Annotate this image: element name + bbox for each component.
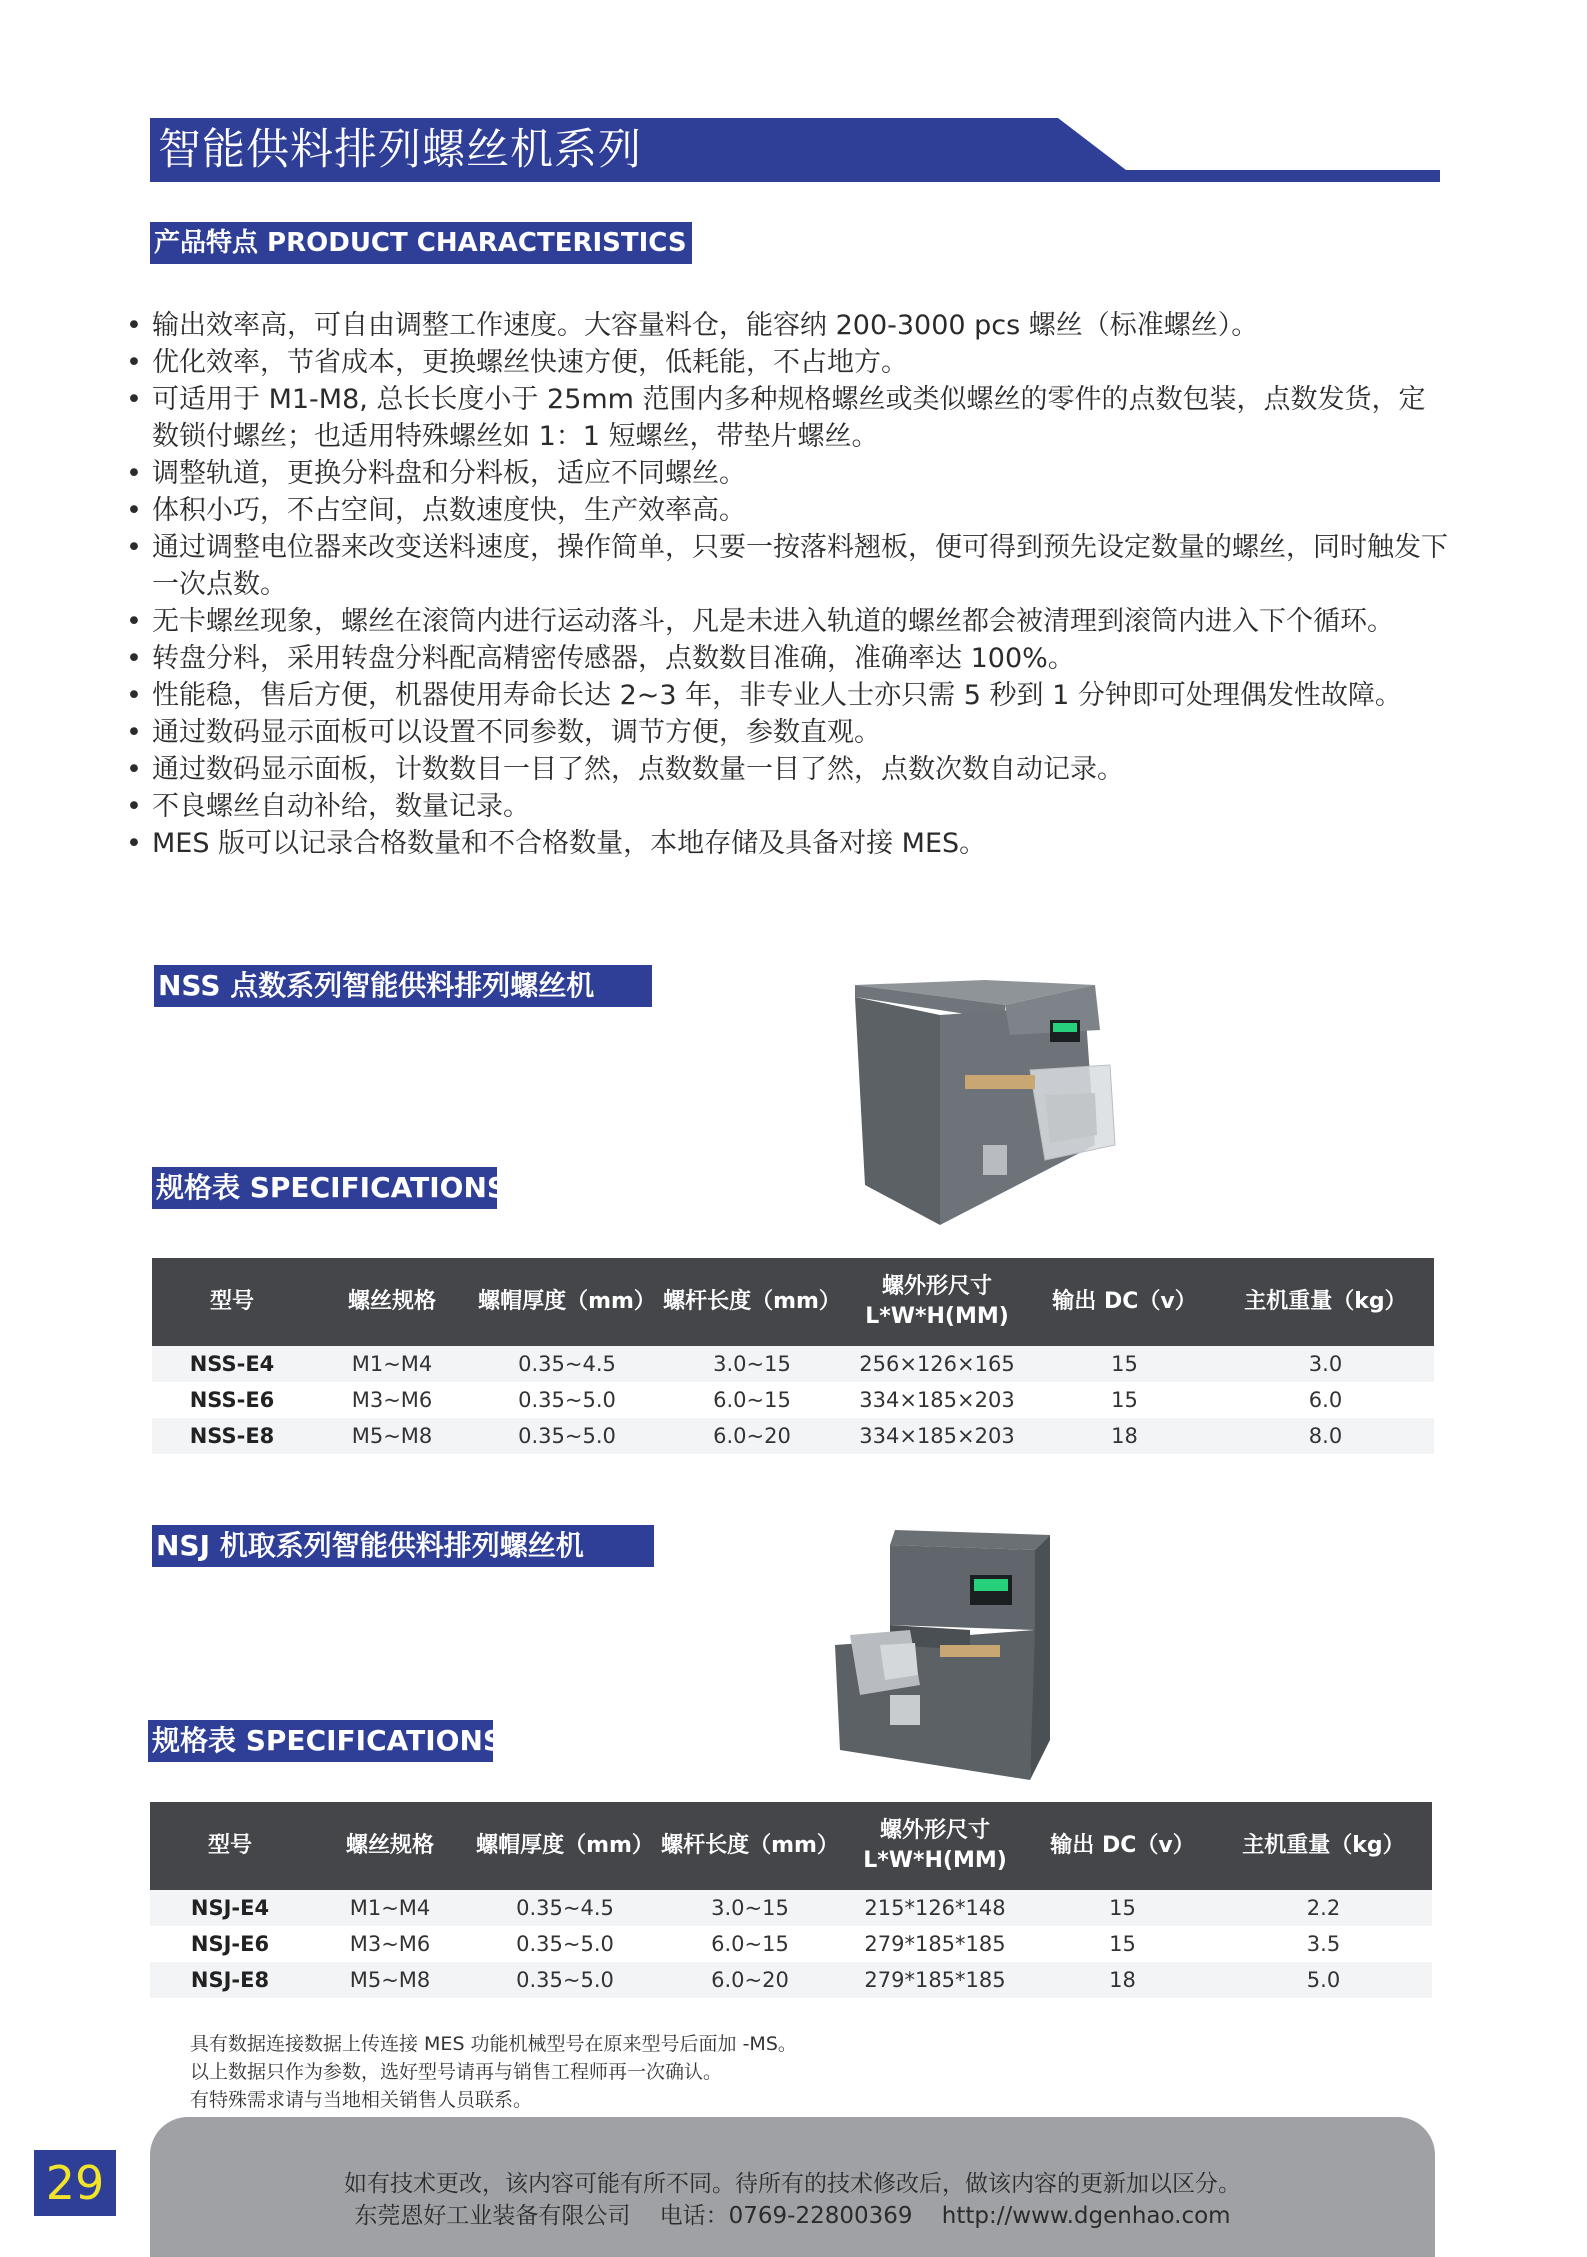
col-header-screw-spec: 螺丝规格 <box>345 1833 434 1858</box>
bullet-icon: • <box>126 532 142 563</box>
feature-item <box>122 381 1452 455</box>
bullet-icon: • <box>126 384 142 415</box>
cell-weight: 6.0 <box>1217 1382 1434 1418</box>
feature-text: 不良螺丝自动补给，数量记录。 <box>152 791 530 822</box>
cell-screw-spec: M5~M8 <box>312 1418 472 1454</box>
footer <box>150 2117 1435 2257</box>
feature-text: 性能稳，售后方便，机器使用寿命长达 2~3 年，非专业人士亦只需 5 秒到 1 分钟即可处理偶发性故障。 <box>152 680 1402 711</box>
table-row <box>150 1962 1432 1998</box>
cell-output: 18 <box>1032 1418 1217 1454</box>
cell-shank-length: 3.0~15 <box>662 1346 842 1382</box>
bullet-icon: • <box>126 458 142 489</box>
feature-text: 通过调整电位器来改变送料速度，操作简单，只要一按落料翘板，便可得到预先设定数量的螺丝，同时触发下一次点数。 <box>152 532 1448 600</box>
characteristics-heading: 产品特点 PRODUCT CHARACTERISTICS <box>150 222 692 264</box>
cell-model: NSS-E8 <box>152 1418 312 1454</box>
cell-shank-length: 6.0~15 <box>662 1382 842 1418</box>
features-list <box>122 307 1452 862</box>
cell-dimensions: 256×126×165 <box>842 1346 1032 1382</box>
table-header-row <box>150 1802 1432 1890</box>
note-line: 以上数据只作为参数，选好型号请再与销售工程师再一次确认。 <box>190 2061 723 2083</box>
nss-spec-heading: 规格表 SPECIFICATIONS <box>152 1167 497 1209</box>
cell-model: NSJ-E6 <box>150 1926 310 1962</box>
col-header-weight: 主机重量（kg） <box>1244 1289 1407 1314</box>
nss-machine-image <box>845 975 1175 1225</box>
col-header-output: 输出 DC（v） <box>1050 1833 1195 1858</box>
feature-text: 体积小巧，不占空间，点数速度快，生产效率高。 <box>152 495 746 526</box>
col-header-model: 型号 <box>209 1289 254 1314</box>
feature-item <box>122 751 1452 788</box>
table-header-row <box>152 1258 1434 1346</box>
cell-output: 15 <box>1030 1926 1215 1962</box>
feature-text: 输出效率高，可自由调整工作速度。大容量料仓，能容纳 200-3000 pcs 螺丝（标准螺丝）。 <box>152 310 1259 341</box>
nss-series-heading: NSS 点数系列智能供料排列螺丝机 <box>154 965 652 1007</box>
feature-item <box>122 344 1452 381</box>
cell-head-thickness: 0.35~5.0 <box>470 1962 660 1998</box>
cell-model: NSJ-E8 <box>150 1962 310 1998</box>
cell-output: 15 <box>1030 1890 1215 1926</box>
feature-text: 调整轨道，更换分料盘和分料板，适应不同螺丝。 <box>152 458 746 489</box>
col-header-head-thickness: 螺帽厚度（mm） <box>478 1289 656 1314</box>
page-title: 智能供料排列螺丝机系列 <box>158 125 642 175</box>
nsj-machine-image <box>830 1525 1080 1785</box>
cell-head-thickness: 0.35~4.5 <box>470 1890 660 1926</box>
bullet-icon: • <box>126 643 142 674</box>
footer-disclaimer: 如有技术更改，该内容可能有所不同。待所有的技术修改后，做该内容的更新加以区分。 <box>344 2171 1241 2197</box>
col-header-dimensions <box>840 1802 1030 1890</box>
cell-dimensions: 215*126*148 <box>840 1890 1030 1926</box>
feature-item <box>122 492 1452 529</box>
cell-shank-length: 3.0~15 <box>660 1890 840 1926</box>
note-line: 具有数据连接数据上传连接 MES 功能机械型号在原来型号后面加 -MS。 <box>190 2033 797 2055</box>
bullet-icon: • <box>126 791 142 822</box>
feature-item <box>122 640 1452 677</box>
table-row <box>150 1926 1432 1962</box>
footer-contact: 东莞恩好工业装备有限公司 电话：0769-22800369 http://www.dgenhao.com <box>354 2203 1231 2229</box>
bullet-icon: • <box>126 310 142 341</box>
table-row <box>152 1346 1434 1382</box>
table-row <box>150 1890 1432 1926</box>
cell-shank-length: 6.0~20 <box>660 1962 840 1998</box>
col-header-dimensions-line1: 螺外形尺寸 <box>879 1818 990 1843</box>
feature-text: 通过数码显示面板，计数数目一目了然，点数数量一目了然，点数次数自动记录。 <box>152 754 1124 785</box>
cell-screw-spec: M1~M4 <box>310 1890 470 1926</box>
feature-text: MES 版可以记录合格数量和不合格数量，本地存储及具备对接 MES。 <box>152 828 987 859</box>
col-header-dimensions-line2: L*W*H(MM) <box>863 1848 1007 1873</box>
nsj-spec-table <box>150 1802 1432 1998</box>
cell-output: 15 <box>1032 1346 1217 1382</box>
cell-head-thickness: 0.35~5.0 <box>472 1382 662 1418</box>
feature-text: 通过数码显示面板可以设置不同参数，调节方便，参数直观。 <box>152 717 881 748</box>
cell-weight: 5.0 <box>1215 1962 1432 1998</box>
feature-item <box>122 603 1452 640</box>
cell-weight: 2.2 <box>1215 1890 1432 1926</box>
cell-shank-length: 6.0~20 <box>662 1418 842 1454</box>
feature-item <box>122 788 1452 825</box>
col-header-model: 型号 <box>207 1833 252 1858</box>
feature-text: 转盘分料，采用转盘分料配高精密传感器，点数数目准确，准确率达 100%。 <box>152 643 1075 674</box>
col-header-shank-length: 螺杆长度（mm） <box>661 1833 839 1858</box>
feature-item <box>122 677 1452 714</box>
col-header-shank-length: 螺杆长度（mm） <box>663 1289 841 1314</box>
cell-dimensions: 279*185*185 <box>840 1926 1030 1962</box>
feature-item <box>122 714 1452 751</box>
feature-text: 优化效率，节省成本，更换螺丝快速方便，低耗能，不占地方。 <box>152 347 908 378</box>
nss-spec-table <box>152 1258 1434 1454</box>
nsj-series-heading: NSJ 机取系列智能供料排列螺丝机 <box>152 1525 654 1567</box>
cell-screw-spec: M3~M6 <box>310 1926 470 1962</box>
col-header-dimensions-line1: 螺外形尺寸 <box>881 1274 992 1299</box>
col-header-head-thickness: 螺帽厚度（mm） <box>476 1833 654 1858</box>
cell-dimensions: 279*185*185 <box>840 1962 1030 1998</box>
cell-head-thickness: 0.35~4.5 <box>472 1346 662 1382</box>
notes-block <box>190 2030 797 2114</box>
cell-head-thickness: 0.35~5.0 <box>472 1418 662 1454</box>
feature-item <box>122 307 1452 344</box>
nsj-spec-heading: 规格表 SPECIFICATIONS <box>148 1720 493 1762</box>
col-header-weight: 主机重量（kg） <box>1242 1833 1405 1858</box>
cell-model: NSJ-E4 <box>150 1890 310 1926</box>
bullet-icon: • <box>126 828 142 859</box>
col-header-output: 输出 DC（v） <box>1052 1289 1197 1314</box>
cell-screw-spec: M5~M8 <box>310 1962 470 1998</box>
feature-item <box>122 529 1452 603</box>
table-row <box>152 1418 1434 1454</box>
cell-output: 18 <box>1030 1962 1215 1998</box>
cell-shank-length: 6.0~15 <box>660 1926 840 1962</box>
feature-item <box>122 825 1452 862</box>
cell-model: NSS-E6 <box>152 1382 312 1418</box>
page-number-badge <box>34 2150 116 2216</box>
cell-screw-spec: M1~M4 <box>312 1346 472 1382</box>
col-header-dimensions <box>842 1258 1032 1346</box>
note-line: 有特殊需求请与当地相关销售人员联系。 <box>190 2089 533 2111</box>
cell-dimensions: 334×185×203 <box>842 1382 1032 1418</box>
cell-weight: 3.0 <box>1217 1346 1434 1382</box>
feature-text: 可适用于 M1-M8, 总长长度小于 25mm 范围内多种规格螺丝或类似螺丝的零件的点数包装，点数发货，定数锁付螺丝；也适用特殊螺丝如 1：1 短螺丝，带垫片螺丝。 <box>152 384 1426 452</box>
col-header-screw-spec: 螺丝规格 <box>347 1289 436 1314</box>
feature-text: 无卡螺丝现象，螺丝在滚筒内进行运动落斗，凡是未进入轨道的螺丝都会被清理到滚筒内进入下个循环。 <box>152 606 1394 637</box>
cell-weight: 8.0 <box>1217 1418 1434 1454</box>
bullet-icon: • <box>126 680 142 711</box>
bullet-icon: • <box>126 717 142 748</box>
col-header-dimensions-line2: L*W*H(MM) <box>865 1304 1009 1329</box>
cell-model: NSS-E4 <box>152 1346 312 1382</box>
cell-screw-spec: M3~M6 <box>312 1382 472 1418</box>
bullet-icon: • <box>126 347 142 378</box>
table-row <box>152 1382 1434 1418</box>
bullet-icon: • <box>126 495 142 526</box>
cell-output: 15 <box>1032 1382 1217 1418</box>
cell-weight: 3.5 <box>1215 1926 1432 1962</box>
cell-dimensions: 334×185×203 <box>842 1418 1032 1454</box>
cell-head-thickness: 0.35~5.0 <box>470 1926 660 1962</box>
bullet-icon: • <box>126 754 142 785</box>
bullet-icon: • <box>126 606 142 637</box>
feature-item <box>122 455 1452 492</box>
page-number: 29 <box>45 2156 105 2210</box>
